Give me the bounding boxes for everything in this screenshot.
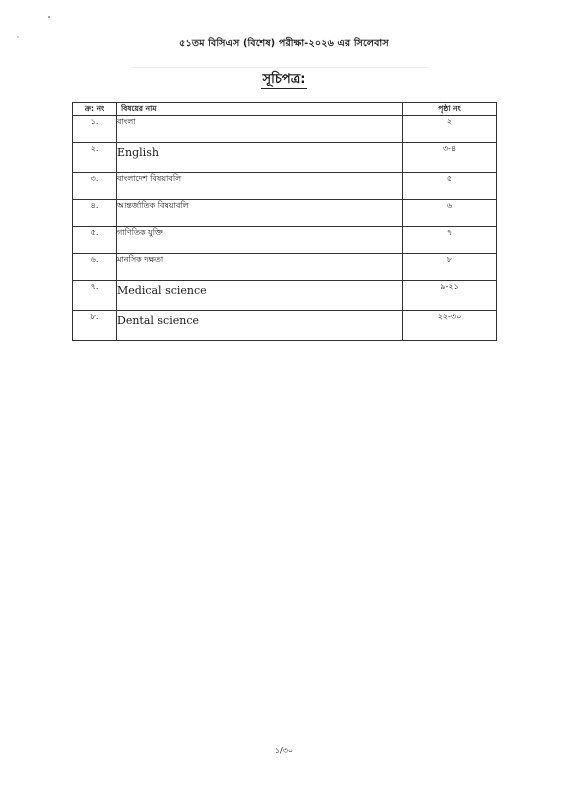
table-row: [73, 143, 497, 173]
row-serial: ৬.: [73, 254, 117, 281]
row-subject: English: [117, 143, 403, 173]
toc-body: [73, 116, 497, 341]
row-page: ৫: [403, 173, 497, 200]
column-header-page: পৃষ্ঠা নং: [403, 103, 497, 116]
row-serial: ৫.: [73, 227, 117, 254]
table-row: [73, 173, 497, 200]
header-divider: [130, 67, 430, 68]
row-serial: ১.: [73, 116, 117, 143]
row-subject: গাণিতিক যুক্তি: [117, 227, 403, 254]
syllabus-header: ৫১তম বিসিএস (বিশেষ) পরীক্ষা-২০২৬ এর সিলেবাস: [179, 38, 389, 49]
row-page: ৮: [403, 254, 497, 281]
table-row: [73, 254, 497, 281]
column-header-subject: বিষয়ের নাম: [117, 103, 403, 116]
row-subject: বাংলাদেশ বিষয়াবলি: [117, 173, 403, 200]
row-serial: ২.: [73, 143, 117, 173]
row-serial: ৭.: [73, 281, 117, 311]
row-page: ৩-৪: [403, 143, 497, 173]
toc-title-text: সূচিপত্র:: [262, 72, 306, 87]
row-subject: মানসিক দক্ষতা: [117, 254, 403, 281]
row-serial: ৩.: [73, 173, 117, 200]
table-row: [73, 281, 497, 311]
table-row: [73, 311, 497, 341]
row-subject: Dental science: [117, 311, 403, 341]
page-number: ১/৩০: [274, 746, 294, 755]
row-page: ২: [403, 116, 497, 143]
row-page: ৬: [403, 200, 497, 227]
row-page: ৭: [403, 227, 497, 254]
row-subject: আন্তর্জাতিক বিষয়াবলি: [117, 200, 403, 227]
table-row: [73, 200, 497, 227]
row-subject: বাংলা: [117, 116, 403, 143]
row-serial: ৮.: [73, 311, 117, 341]
scan-speck: [48, 16, 50, 18]
row-page: ৯-২১: [403, 281, 497, 311]
toc-title: [0, 70, 568, 91]
table-row: [73, 116, 497, 143]
toc-header-row: [73, 103, 497, 116]
table-row: [73, 227, 497, 254]
row-subject: Medical science: [117, 281, 403, 311]
row-page: ২২-৩০: [403, 311, 497, 341]
column-header-serial: ক্র: নং: [73, 103, 117, 116]
row-serial: ৪.: [73, 200, 117, 227]
toc-table: [72, 102, 497, 341]
